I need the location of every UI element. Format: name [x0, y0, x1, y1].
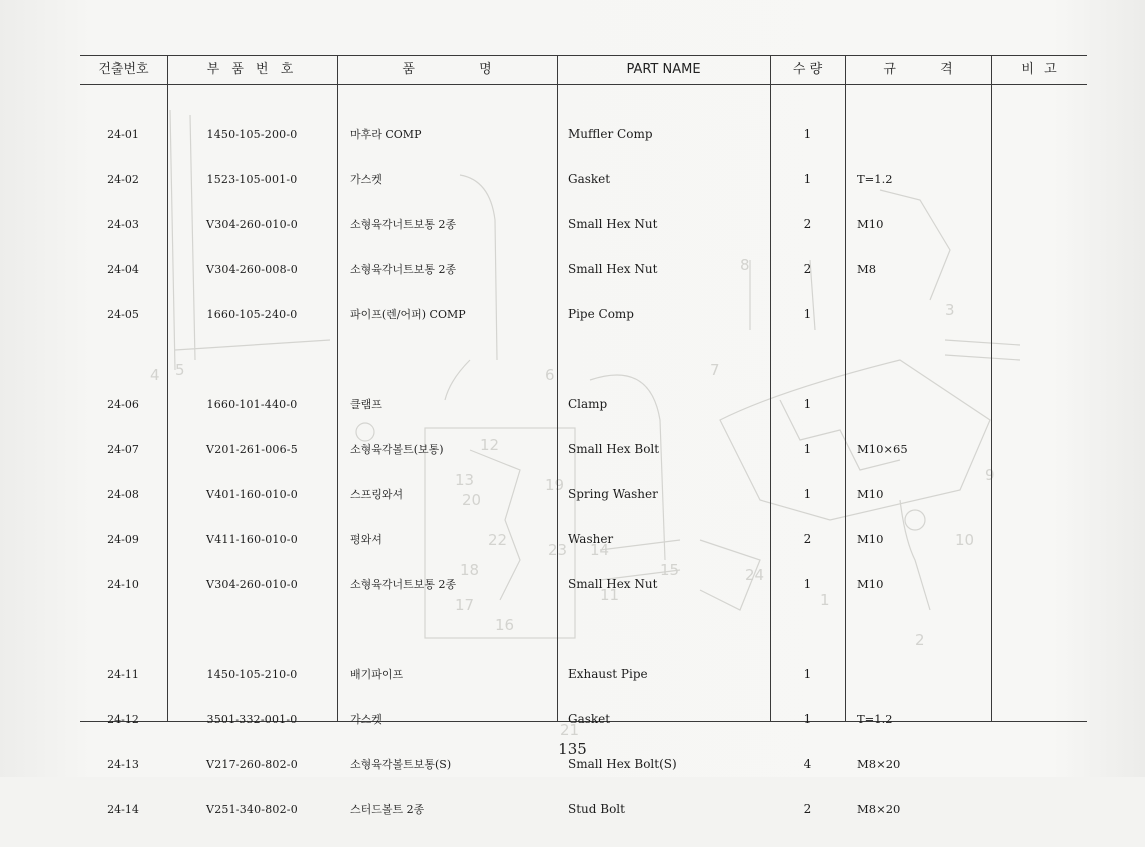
- table-cell: 24-12: [107, 713, 139, 726]
- table-cell: 2: [803, 262, 812, 276]
- table-cell: V304-260-010-0: [206, 218, 298, 231]
- column-part-no: [167, 97, 337, 847]
- table-cell: Exhaust Pipe: [568, 667, 648, 681]
- drawing-callout-number: 17: [455, 596, 475, 614]
- table-cell: [857, 667, 987, 682]
- column-assembly-no: [80, 97, 166, 847]
- table-cell: V251-340-802-0: [206, 803, 298, 816]
- table-cell: 1660-101-440-0: [206, 398, 298, 411]
- header-name-kr: 품 명: [402, 62, 492, 77]
- table-cell: M8: [857, 262, 877, 276]
- header-spec: 규 격: [883, 62, 953, 77]
- table-cell: Washer: [568, 532, 614, 546]
- drawing-callout-number: 5: [175, 361, 185, 379]
- table-cell: 소형육각너트보통 2종: [350, 218, 457, 231]
- column-spec: [857, 97, 987, 847]
- table-cell: Muffler Comp: [568, 127, 653, 141]
- table-cell: Small Hex Bolt(S): [568, 757, 677, 771]
- column-name-kr: [350, 97, 550, 847]
- table-cell: 소형육각볼트(보통): [350, 443, 444, 456]
- table-cell: Gasket: [568, 712, 611, 726]
- table-cell: 24-13: [107, 758, 139, 771]
- table-cell: M10: [857, 487, 884, 501]
- table-cell: 1: [803, 397, 812, 411]
- table-cell: V201-261-006-5: [206, 443, 298, 456]
- table-cell: 파이프(렌/어퍼) COMP: [350, 308, 466, 321]
- drawing-callout-number: 20: [462, 491, 482, 509]
- drawing-callout-number: 8: [740, 256, 750, 274]
- table-cell: 가스켓: [350, 713, 382, 726]
- drawing-callout-number: 15: [660, 561, 680, 579]
- table-cell: 소형육각너트보통 2종: [350, 263, 457, 276]
- drawing-callout-number: 7: [710, 361, 720, 379]
- drawing-callout-number: 11: [600, 586, 620, 604]
- drawing-callout-number: 10: [955, 531, 975, 549]
- drawing-callout-number: 4: [150, 366, 160, 384]
- table-cell: 2: [803, 532, 812, 546]
- table-cell: [857, 127, 987, 142]
- column-divider: [991, 55, 992, 722]
- table-cell: V411-160-010-0: [206, 533, 298, 546]
- table-cell: 24-08: [107, 488, 139, 501]
- table-cell: 소형육각볼트보통(S): [350, 758, 452, 771]
- table-cell: 클램프: [350, 398, 382, 411]
- table-cell: 1: [803, 442, 812, 456]
- table-cell: Pipe Comp: [568, 307, 634, 321]
- table-cell: 1: [803, 577, 812, 591]
- table-cell: M10: [857, 532, 884, 546]
- table-cell: 1450-105-200-0: [206, 128, 298, 141]
- header-assembly-no: 건출번호: [98, 62, 149, 77]
- drawing-callout-number: 23: [548, 541, 568, 559]
- table-cell: M10: [857, 217, 884, 231]
- table-cell: 스프링와셔: [350, 488, 404, 501]
- table-cell: V304-260-010-0: [206, 578, 298, 591]
- table-cell: Gasket: [568, 172, 611, 186]
- drawing-callout-number: 22: [488, 531, 508, 549]
- table-cell: 1450-105-210-0: [206, 668, 298, 681]
- table-cell: 24-14: [107, 803, 139, 816]
- table-cell: 1: [803, 127, 812, 141]
- table-cell: 3501-332-001-0: [206, 713, 298, 726]
- drawing-callout-number: 2: [915, 631, 925, 649]
- table-cell: 4: [803, 757, 812, 771]
- table-cell: 24-02: [107, 173, 139, 186]
- header-qty: 수 량: [792, 62, 823, 77]
- table-cell: M10×65: [857, 442, 908, 456]
- table-cell: Clamp: [568, 397, 608, 411]
- header-part-no: 부 품 번 호: [206, 62, 298, 77]
- table-cell: 24-11: [107, 668, 139, 681]
- drawing-callout-number: 24: [745, 566, 765, 584]
- column-part-name: [568, 97, 768, 847]
- drawing-callout-number: 16: [495, 616, 515, 634]
- column-divider: [845, 55, 846, 722]
- page-number: 135: [558, 740, 587, 758]
- drawing-callout-number: 13: [455, 471, 475, 489]
- drawing-callout-number: 21: [560, 721, 580, 739]
- table-cell: 1: [803, 712, 812, 726]
- table-cell: 1660-105-240-0: [206, 308, 298, 321]
- table-cell: 24-04: [107, 263, 139, 276]
- table-cell: 2: [803, 802, 812, 816]
- header-part-name: PART NAME: [626, 62, 701, 77]
- table-cell: 1: [803, 172, 812, 186]
- table-cell: [857, 397, 987, 412]
- table-cell: 평와셔: [350, 533, 382, 546]
- table-cell: Small Hex Nut: [568, 217, 658, 231]
- table-cell: Small Hex Nut: [568, 577, 658, 591]
- table-cell: Small Hex Nut: [568, 262, 658, 276]
- table-cell: M10: [857, 577, 884, 591]
- table-cell: 24-03: [107, 218, 139, 231]
- table-cell: 1: [803, 487, 812, 501]
- header-bottom-border: [80, 84, 1087, 85]
- table-cell: 24-09: [107, 533, 139, 546]
- table-cell: 가스켓: [350, 173, 382, 186]
- table-cell: 배기파이프: [350, 668, 404, 681]
- drawing-callout-number: 12: [480, 436, 500, 454]
- table-cell: T=1.2: [857, 712, 893, 726]
- table-cell: 24-06: [107, 398, 139, 411]
- drawing-callout-number: 6: [545, 366, 555, 384]
- table-cell: M8×20: [857, 802, 901, 816]
- table-cell: 스터드볼트 2종: [350, 803, 425, 816]
- column-divider: [337, 55, 338, 722]
- table-cell: 24-07: [107, 443, 139, 456]
- table-cell: V304-260-008-0: [206, 263, 298, 276]
- table-cell: 24-10: [107, 578, 139, 591]
- drawing-callout-number: 1: [820, 591, 830, 609]
- table-cell: [857, 307, 987, 322]
- column-qty: [770, 97, 845, 847]
- table-cell: V217-260-802-0: [206, 758, 298, 771]
- header-remark: 비 고: [1021, 62, 1057, 77]
- drawing-callout-number: 3: [945, 301, 955, 319]
- table-cell: 1: [803, 667, 812, 681]
- drawing-callout-number: 9: [985, 466, 995, 484]
- drawing-callout-number: 14: [590, 541, 610, 559]
- table-cell: 24-01: [107, 128, 139, 141]
- table-cell: 마후라 COMP: [350, 128, 422, 141]
- drawing-callout-number: 18: [460, 561, 480, 579]
- table-cell: 24-05: [107, 308, 139, 321]
- table-cell: Spring Washer: [568, 487, 658, 501]
- table-cell: 소형육각너트보통 2종: [350, 578, 457, 591]
- table-cell: Small Hex Bolt: [568, 442, 660, 456]
- table-cell: Stud Bolt: [568, 802, 625, 816]
- table-cell: V401-160-010-0: [206, 488, 298, 501]
- table-cell: 1: [803, 307, 812, 321]
- table-cell: 1523-105-001-0: [206, 173, 298, 186]
- column-divider: [557, 55, 558, 722]
- drawing-callout-number: 19: [545, 476, 565, 494]
- table-cell: T=1.2: [857, 172, 893, 186]
- table-cell: M8×20: [857, 757, 901, 771]
- table-cell: 2: [803, 217, 812, 231]
